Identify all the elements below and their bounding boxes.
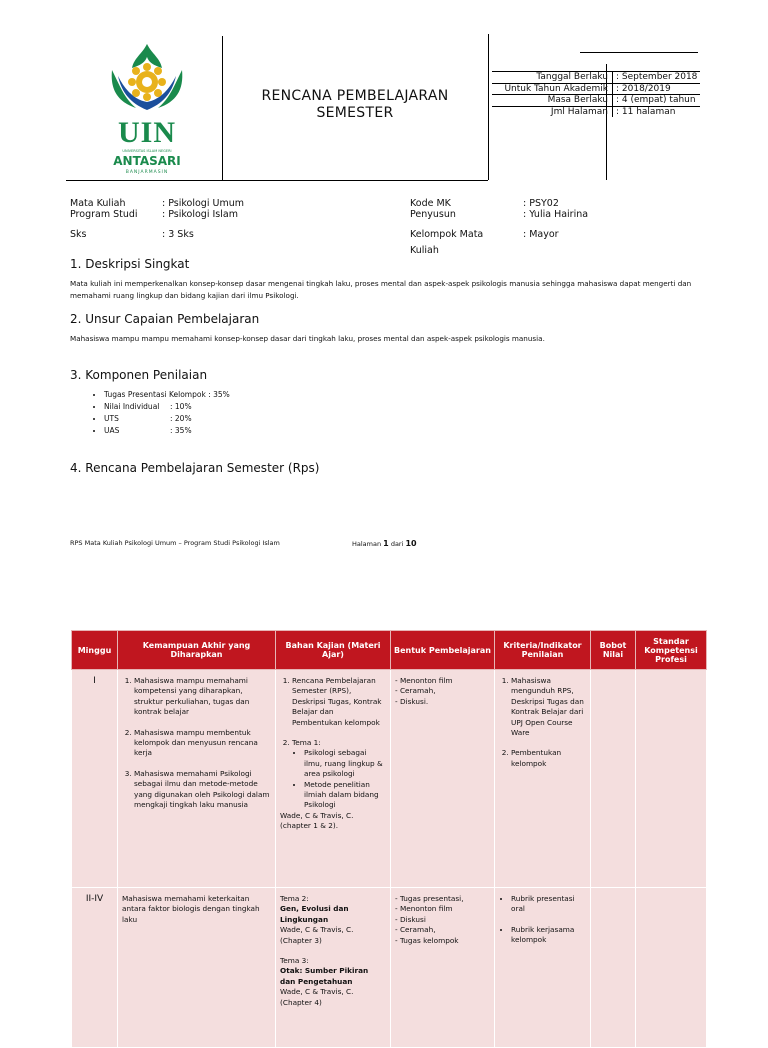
list-item: • Rubrik presentasi oral xyxy=(511,894,586,915)
list-item: - Tugas presentasi, xyxy=(395,894,490,904)
week-cell: II-IV xyxy=(72,888,118,1048)
tema-label: Tema 1: xyxy=(292,738,321,748)
reference-text: Wade, C & Travis, C. (Chapter 3) xyxy=(280,925,354,945)
ps-value: : Psikologi Islam xyxy=(162,209,238,220)
item-value: : 10% xyxy=(170,402,192,411)
penilaian-list xyxy=(90,389,230,437)
title-line-1: RENCANA PEMBELAJARAN xyxy=(261,88,449,104)
tema-title: Gen, Evolusi dan Lingkungan xyxy=(280,904,349,924)
bahan-text: Rencana Pembelajaran Semester (RPS), Deskripsi Tugas, Kontrak Belajar dan Pembentukan kelompok xyxy=(292,676,382,727)
list-item xyxy=(104,389,230,401)
standar-cell xyxy=(636,670,707,888)
list-item: - Tugas kelompok xyxy=(395,936,490,946)
page-number: 1 xyxy=(383,539,389,548)
kemampuan-cell xyxy=(118,670,276,888)
item-value: : 20% xyxy=(170,414,192,423)
list-item xyxy=(104,401,230,413)
list-item: • Metode penelitian ilmiah dalam bidang Psikologi xyxy=(304,780,386,811)
col-header-kriteria: Kriteria/Indikator Penilaian xyxy=(495,631,591,670)
list-item xyxy=(292,738,386,811)
title-line-2: SEMESTER xyxy=(316,105,394,121)
penyusun-value: : Yulia Hairina xyxy=(523,209,589,220)
bahan-cell xyxy=(276,670,391,888)
section-2-text: Mahasiswa mampu mampu memahami konsep-konsep dasar dari tingkah laku, proses mental dan aspek-aspek psikologis manusia. xyxy=(70,334,545,343)
rps-table xyxy=(71,630,707,1048)
ps-label: Program Studi xyxy=(70,209,138,220)
item-label: Tugas Presentasi Kelompok : 35% xyxy=(104,390,230,399)
header-bottom-line xyxy=(66,180,488,181)
list-item: - Ceramah, xyxy=(395,686,490,696)
header-divider xyxy=(222,36,223,180)
col-header-standar: Standar Kompetensi Profesi xyxy=(636,631,707,670)
list-item: - Diskusi xyxy=(395,915,490,925)
bentuk-cell xyxy=(391,670,495,888)
sks-value: : 3 Sks xyxy=(162,229,194,240)
col-header-minggu: Minggu xyxy=(72,631,118,670)
tema-label: Tema 3: xyxy=(280,956,309,966)
meta-value: : 2018/2019 xyxy=(616,83,671,94)
col-header-bobot: Bobot Nilai xyxy=(591,631,636,670)
sks-label: Sks xyxy=(70,229,87,240)
meta-value: : September 2018 xyxy=(616,72,698,82)
section-1-text: Mata kuliah ini memperkenalkan konsep-konsep dasar mengenai tingkah laku, proses mental dan aspek-aspek psikologis manusia sehingga mahasiswa dapat mengerti dan memahami ruang lingkup dan bidang kajian dari ilmu Psikologi. xyxy=(70,279,692,300)
bobot-cell xyxy=(591,670,636,888)
meta-key: Untuk Tahun Akademik xyxy=(492,84,613,95)
kode-label: Kode MK xyxy=(410,198,451,209)
mk-value: : Psikologi Umum xyxy=(162,198,244,209)
penyusun-label: Penyusun xyxy=(410,209,456,220)
item-label: Nilai Individual xyxy=(104,402,160,411)
uin-logo xyxy=(92,40,202,180)
logo-text: UIN xyxy=(117,116,176,149)
item-label: UTS xyxy=(104,414,119,423)
section-2-title: 2. Unsur Capaian Pembelajaran xyxy=(70,312,260,326)
item-label: UAS xyxy=(104,426,120,435)
kode-value: : PSY02 xyxy=(523,198,559,209)
list-item: • Psikologi sebagai ilmu, ruang lingkup & area psikologi xyxy=(304,748,386,779)
list-item xyxy=(104,425,230,437)
meta-value: : 11 halaman xyxy=(616,106,676,117)
meta-key: Jml Halaman xyxy=(492,107,613,118)
list-item: 1. Mahasiswa mengunduh RPS, Deskripsi Tugas dan Kontrak Belajar dari UPJ Open Course Ware xyxy=(511,676,586,738)
list-item: 1. Mahasiswa mampu memahami kompetensi yang diharapkan, struktur perkuliahan, tugas dan kontrak belajar xyxy=(134,676,271,718)
meta-row xyxy=(492,107,700,118)
list-item: • Rubrik kerjasama kelompok xyxy=(511,925,586,946)
page-of: dari xyxy=(388,540,406,548)
list-item: - Ceramah, xyxy=(395,925,490,935)
list-item xyxy=(104,413,230,425)
meta-row xyxy=(492,72,700,84)
meta-row xyxy=(492,95,700,107)
page-label: Halaman xyxy=(352,540,384,548)
table-header-row xyxy=(72,631,707,670)
kriteria-cell xyxy=(495,670,591,888)
list-item: - Menonton film xyxy=(395,676,490,686)
tema-label: Tema 2: xyxy=(280,894,309,903)
kelompok-label-1: Kelompok Mata xyxy=(410,229,484,240)
document-title xyxy=(240,88,470,122)
list-item: 3. Mahasiswa memahami Psikologi sebagai ilmu dan metode-metode yang digunakan oleh Psikologi dalam mengkaji tingkah laku manusia xyxy=(134,769,271,811)
list-item: 2. Pembentukan kelompok xyxy=(511,748,586,769)
mk-label: Mata Kuliah xyxy=(70,198,126,209)
list-item: 2. Mahasiswa mampu membentuk kelompok dan menyusun rencana kerja xyxy=(134,728,271,759)
tema-title: Otak: Sumber Pikiran dan Pengetahuan xyxy=(280,966,369,986)
item-value: : 35% xyxy=(170,426,192,435)
header-top-line xyxy=(488,34,489,180)
kelompok-value: : Mayor xyxy=(523,229,559,240)
logo-sub3: BANJARMASIN xyxy=(125,170,169,175)
section-4-title: 4. Rencana Pembelajaran Semester (Rps) xyxy=(70,461,320,475)
week-cell: I xyxy=(72,670,118,888)
meta-key: Masa Berlaku xyxy=(492,95,613,106)
reference-text: Wade, C & Travis, C. (chapter 1 & 2). xyxy=(280,810,354,831)
header-right-top xyxy=(580,52,698,53)
meta-row xyxy=(492,84,700,96)
col-header-kemampuan: Kemampuan Akhir yang Diharapkan xyxy=(118,631,276,670)
table-row xyxy=(72,670,707,888)
logo-sub1: UNIVERSITAS ISLAM NEGERI xyxy=(122,149,172,153)
section-3-title: 3. Komponen Penilaian xyxy=(70,368,208,382)
kemampuan-cell: Mahasiswa memahami keterkaitan antara faktor biologis dengan tingkah laku xyxy=(118,888,276,1048)
col-header-bahan: Bahan Kajian (Materi Ajar) xyxy=(276,631,391,670)
list-item xyxy=(292,676,386,728)
logo-sub2: ANTASARI xyxy=(113,154,181,168)
meta-value: : 4 (empat) tahun xyxy=(616,95,696,105)
kelompok-label-2: Kuliah xyxy=(410,245,439,256)
footer-page xyxy=(352,539,417,548)
section-1-title: 1. Deskripsi Singkat xyxy=(70,257,190,271)
col-header-bentuk: Bentuk Pembelajaran xyxy=(391,631,495,670)
document-meta xyxy=(492,71,700,117)
page-total: 10 xyxy=(405,539,417,548)
footer-course: RPS Mata Kuliah Psikologi Umum – Program Studi Psikologi Islam xyxy=(70,539,280,547)
list-item: - Menonton film xyxy=(395,904,490,914)
meta-key: Tanggal Berlaku xyxy=(492,72,613,83)
list-item: - Diskusi. xyxy=(395,697,490,707)
reference-text: Wade, C & Travis, C. (Chapter 4) xyxy=(280,987,354,1007)
